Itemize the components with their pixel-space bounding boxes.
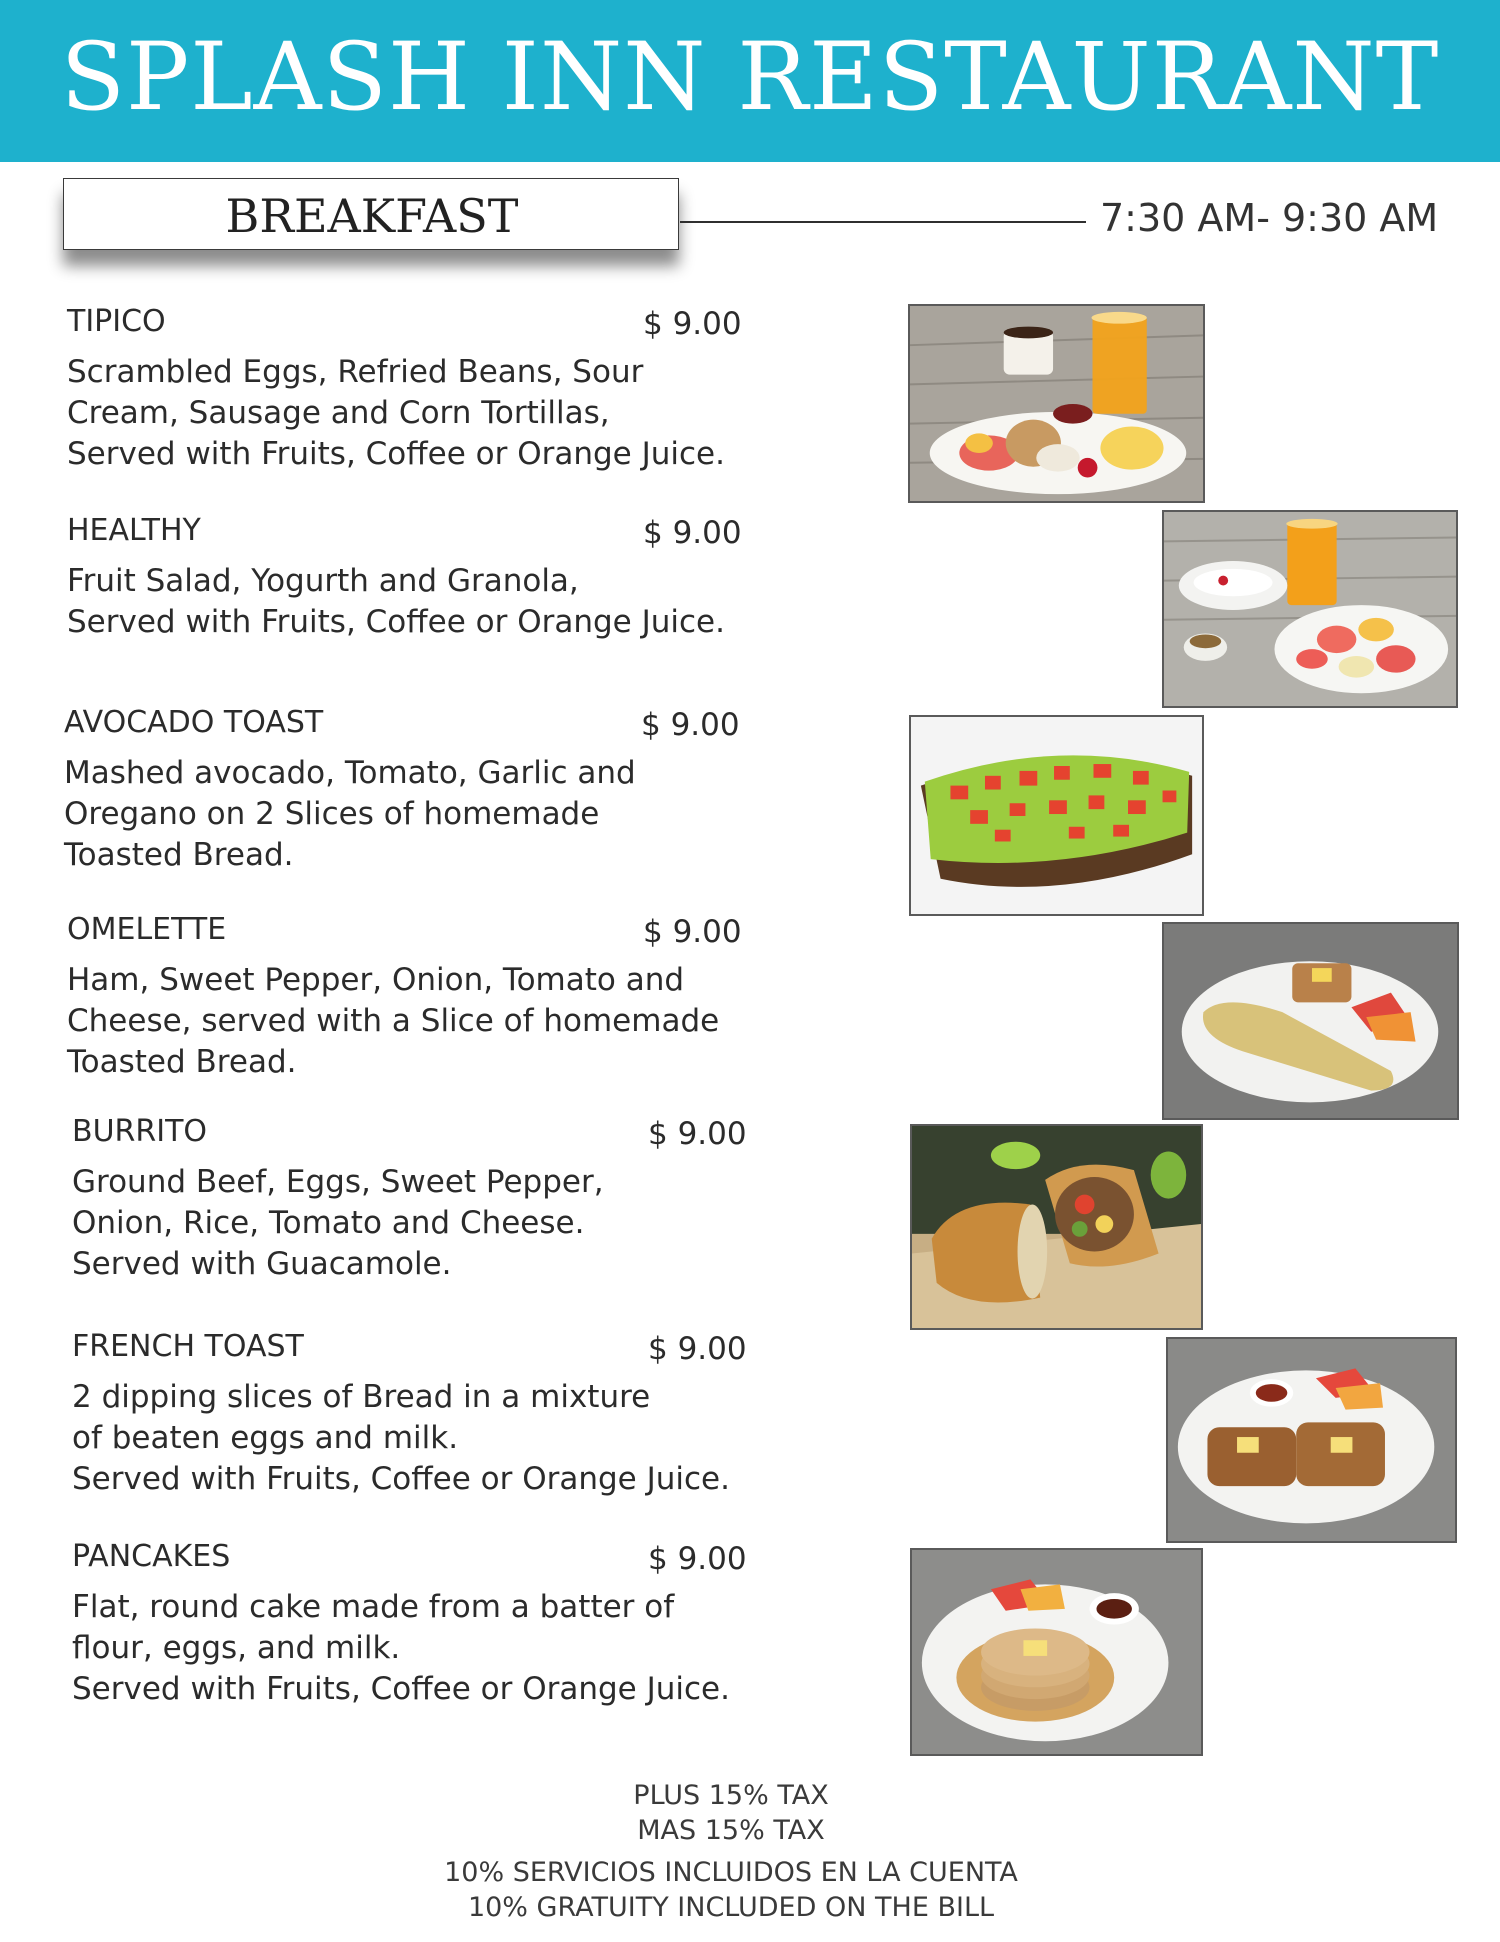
french-toast-plate-photo [1166,1337,1457,1543]
item-description-line: Fruit Salad, Yogurth and Granola, [67,563,579,599]
item-name: PANCAKES [72,1539,231,1574]
item-description-line: Served with Fruits, Coffee or Orange Juice. [67,436,725,472]
item-description [67,561,725,643]
item-description-line: Toasted Bread. [64,837,294,873]
item-description-line: Onion, Rice, Tomato and Cheese. [72,1205,585,1241]
item-description-line: Toasted Bread. [67,1044,297,1080]
item-description [64,753,636,876]
item-description-line: 2 dipping slices of Bread in a mixture [72,1379,651,1415]
item-description-line: Oregano on 2 Slices of homemade [64,796,600,832]
item-description-line: Ground Beef, Eggs, Sweet Pepper, [72,1164,604,1200]
item-name: OMELETTE [67,912,227,947]
item-price: $ 9.00 [641,707,740,743]
item-description [67,352,725,475]
item-price: $ 9.00 [643,306,742,342]
item-price: $ 9.00 [648,1331,747,1367]
item-description [72,1162,604,1285]
restaurant-title: SPLASH INN RESTAURANT [60,23,1440,132]
item-description-line: Scrambled Eggs, Refried Beans, Sour [67,354,644,390]
item-description [72,1377,730,1500]
item-description-line: Served with Guacamole. [72,1246,452,1282]
item-price: $ 9.00 [643,914,742,950]
service-hours: 7:30 AM- 9:30 AM [1100,196,1439,240]
item-description-line: Mashed avocado, Tomato, Garlic and [64,755,636,791]
tax-note-english: PLUS 15% TAX [633,1780,829,1811]
item-name: HEALTHY [67,513,201,548]
header-banner [0,0,1500,162]
item-name: FRENCH TOAST [72,1329,304,1364]
avocado-toast-photo [909,715,1204,916]
item-description-line: Cream, Sausage and Corn Tortillas, [67,395,610,431]
pancakes-plate-photo [910,1548,1203,1756]
item-description-line: of beaten eggs and milk. [72,1420,459,1456]
item-name: BURRITO [72,1114,208,1149]
burrito-photo [910,1124,1203,1330]
item-description-line: Served with Fruits, Coffee or Orange Juice. [67,604,725,640]
item-price: $ 9.00 [648,1116,747,1152]
section-divider-line [680,221,1086,223]
item-description-line: Cheese, served with a Slice of homemade [67,1003,720,1039]
section-title: BREAKFAST [225,189,519,243]
item-description-line: flour, eggs, and milk. [72,1630,401,1666]
item-name: TIPICO [67,304,166,339]
item-description-line: Ham, Sweet Pepper, Onion, Tomato and [67,962,685,998]
healthy-fruit-salad-photo [1162,510,1458,708]
tipico-breakfast-plate-photo [908,304,1205,503]
omelette-plate-photo [1162,922,1459,1120]
item-description-line: Flat, round cake made from a batter of [72,1589,675,1625]
tax-note-spanish: MAS 15% TAX [637,1815,825,1846]
item-description-line: Served with Fruits, Coffee or Orange Juice. [72,1671,730,1707]
item-name: AVOCADO TOAST [64,705,324,740]
item-description-line: Served with Fruits, Coffee or Orange Juice. [72,1461,730,1497]
item-description [72,1587,730,1710]
section-title-box [63,178,679,250]
item-price: $ 9.00 [643,515,742,551]
item-description [67,960,719,1083]
gratuity-note-english: 10% GRATUITY INCLUDED ON THE BILL [467,1892,995,1923]
item-price: $ 9.00 [648,1541,747,1577]
service-note-spanish: 10% SERVICIOS INCLUIDOS EN LA CUENTA [444,1857,1018,1888]
